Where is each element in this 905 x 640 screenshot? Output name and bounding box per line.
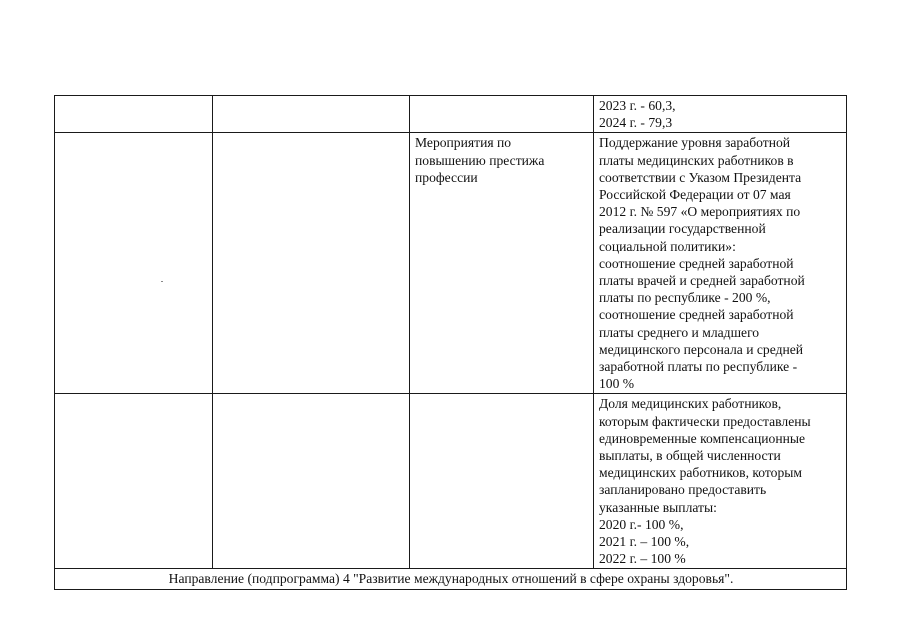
row2-col3-cell <box>410 133 594 394</box>
row1-col2-cell <box>213 96 410 133</box>
text-line: платы по республике - 200 %, <box>599 290 771 306</box>
row1-col4-cell <box>594 96 847 133</box>
text-line: соответствии с Указом Президента <box>599 169 802 185</box>
text-line: реализации государственной <box>599 221 766 237</box>
program-table <box>54 95 847 590</box>
text-line: социальной политики»: <box>599 238 736 254</box>
text-line: платы медицинских работников в <box>599 152 794 168</box>
text-line: заработной платы по республике - <box>599 359 798 375</box>
row3-col1-cell <box>55 394 213 569</box>
row3-col2-cell <box>213 394 410 569</box>
table-row <box>55 133 847 394</box>
text-line: медицинских работников, которым <box>599 465 802 481</box>
row2-col1-cell <box>55 133 213 394</box>
text-line: 2024 г. - 79,3 <box>599 115 673 131</box>
text-line: 2023 г. - 60,3, <box>599 98 676 113</box>
text-line: Поддержание уровня заработной <box>599 135 791 151</box>
text-line: 2022 г. – 100 % <box>599 551 686 567</box>
text-line: Мероприятия по <box>415 135 512 151</box>
text-line: платы среднего и младшего <box>599 324 760 340</box>
text-line: которым фактически предоставлены <box>599 413 811 429</box>
row3-col4-cell <box>594 394 847 569</box>
text-line: повышению престижа <box>415 152 545 168</box>
text-line: единовременные компенсационные <box>599 430 806 446</box>
text-line: 2020 г.- 100 %, <box>599 516 684 532</box>
text-line: 100 % <box>599 376 635 392</box>
row2-col4-cell <box>594 133 847 394</box>
section-heading-cell: Направление (подпрограмма) 4 "Развитие международных отношений в сфере охраны здоровья". <box>55 569 847 589</box>
text-line: медицинского персонала и средней <box>599 341 804 357</box>
text-line: профессии <box>415 169 478 185</box>
text-line: 2012 г. № 597 «О мероприятиях по <box>599 204 801 220</box>
row1-col3-cell <box>410 96 594 133</box>
text-line: указанные выплаты: <box>599 499 717 515</box>
text-line: запланировано предоставить <box>599 482 767 498</box>
table-row <box>55 394 847 569</box>
text-line: выплаты, в общей численности <box>599 448 781 464</box>
row3-col3-cell <box>410 394 594 569</box>
text-line: соотношение средней заработной <box>599 255 794 271</box>
table-row <box>55 569 847 589</box>
text-line: платы врачей и средней заработной <box>599 273 805 289</box>
scan-speck <box>161 281 163 282</box>
text-line: Доля медицинских работников, <box>599 396 782 412</box>
text-line: соотношение средней заработной <box>599 307 794 323</box>
text-line: 2021 г. – 100 %, <box>599 534 690 550</box>
row2-col2-cell <box>213 133 410 394</box>
row1-col1-cell <box>55 96 213 133</box>
table-row <box>55 96 847 133</box>
text-line: Российской Федерации от 07 мая <box>599 187 791 203</box>
